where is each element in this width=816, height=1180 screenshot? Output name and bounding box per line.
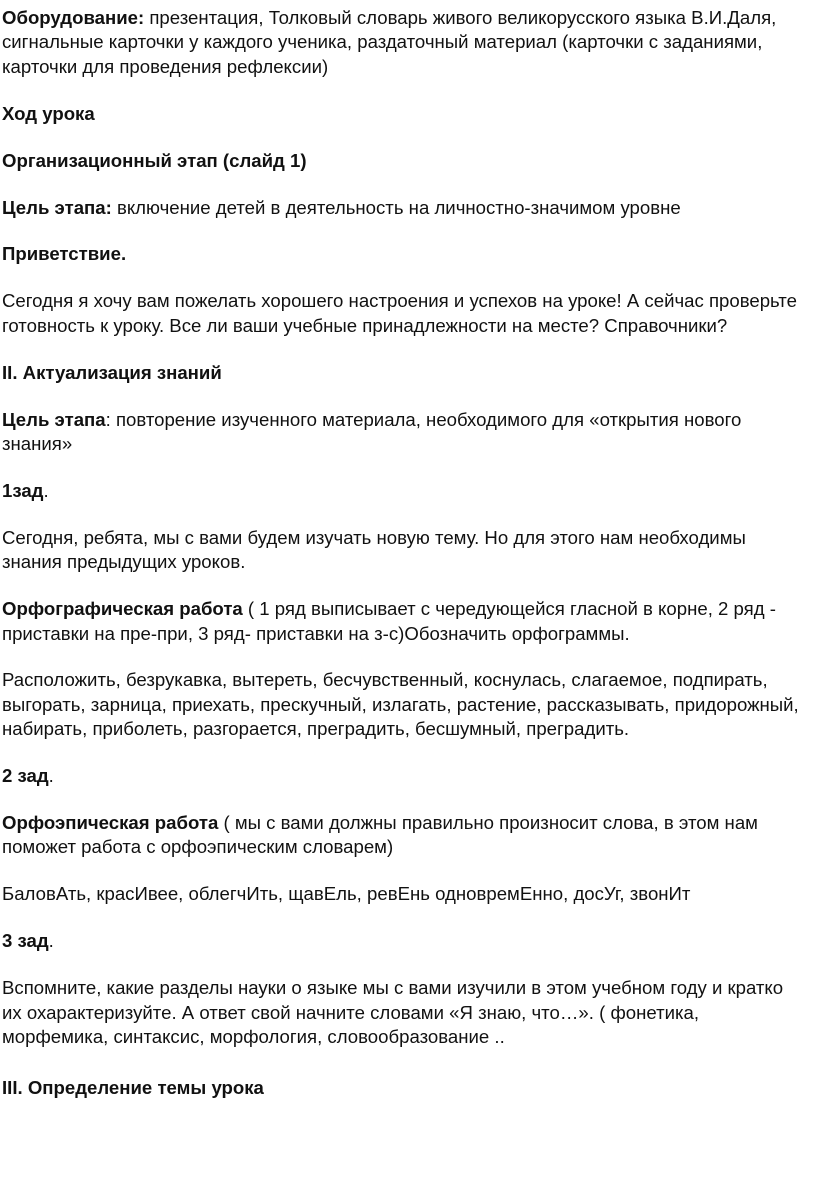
task3-label: 3 зад	[2, 930, 49, 952]
stage1-goal-paragraph	[2, 196, 806, 220]
orthoepy-paragraph	[2, 811, 806, 860]
word-list: Расположить, безрукавка, вытереть, бесчувственный, коснулась, слагаемое, подпирать, выгорать, зарница, приехать, прескучный, излагать, растение, рассказывать, придорожный, набирать, приболеть, разгорается, преградить, бесшумный, преградить.	[2, 669, 799, 740]
task1-heading	[2, 479, 806, 503]
orthoepy-words: БаловАть, красИвее, облегчИть, щавЕль, ревЕнь одновремЕнно, досУг, звонИт	[2, 883, 691, 905]
task2-heading	[2, 764, 806, 788]
task1-intro: Сегодня, ребята, мы с вами будем изучать новую тему. Но для этого нам необходимы знания предыдущих уроков.	[2, 526, 746, 573]
lesson-course-heading: Ход урока	[2, 102, 95, 124]
equipment-paragraph	[2, 6, 806, 79]
task3-suffix: .	[48, 930, 54, 952]
greeting-heading: Приветствие.	[2, 243, 127, 265]
stage1-goal-label: Цель этапа:	[2, 196, 112, 218]
task1-label: 1зад	[2, 479, 44, 501]
orthoepy-text: ( мы с вами должны правильно произносит слова, в этом нам поможет работа с орфоэпическим словарем)	[2, 812, 758, 858]
task3-heading	[2, 929, 806, 953]
task2-label: 2 зад	[2, 765, 49, 787]
equipment-text: презентация, Толковый словарь живого великорусского языка В.И.Даля, сигнальные карточки у каждого ученика, раздаточный материал (карточки с заданиями, карточки для проведения рефлексии)	[2, 7, 777, 77]
stage2-goal-label: Цель этапа	[2, 408, 106, 430]
greeting-text: Сегодня я хочу вам пожелать хорошего настроения и успехов на уроке! А сейчас проверьте готовность к уроку. Все ли ваши учебные принадлежности на месте? Справочники?	[2, 290, 797, 336]
orthography-label: Орфографическая работа	[2, 598, 243, 620]
section2-heading: II. Актуализация знаний	[2, 361, 222, 383]
section3-heading: III. Определение темы урока	[2, 1077, 264, 1099]
stage2-goal-paragraph	[2, 408, 806, 457]
task3-text: Вспомните, какие разделы науки о языке мы с вами изучили в этом учебном году и кратко их охарактеризуйте. А ответ свой начните словами «Я знаю, что…». ( фонетика, морфемика, синтаксис, морфология, словообразование ..	[2, 977, 784, 1047]
stage1-goal-text: включение детей в деятельность на личностно-значимом уровне	[111, 196, 681, 218]
orthography-paragraph	[2, 597, 806, 646]
orthoepy-label: Орфоэпическая работа	[2, 812, 219, 834]
task2-suffix: .	[48, 765, 54, 787]
equipment-label: Оборудование:	[2, 7, 145, 28]
orthography-text: ( 1 ряд выписывает с чередующейся гласной в корне, 2 ряд - приставки на пре-при, 3 ряд- приставки на з-с)Обозначить орфограммы.	[2, 598, 776, 644]
task1-suffix: .	[43, 479, 49, 501]
org-stage-heading: Организационный этап (слайд 1)	[2, 149, 307, 171]
stage2-goal-text: : повторение изученного материала, необходимого для «открытия нового знания»	[2, 408, 742, 454]
